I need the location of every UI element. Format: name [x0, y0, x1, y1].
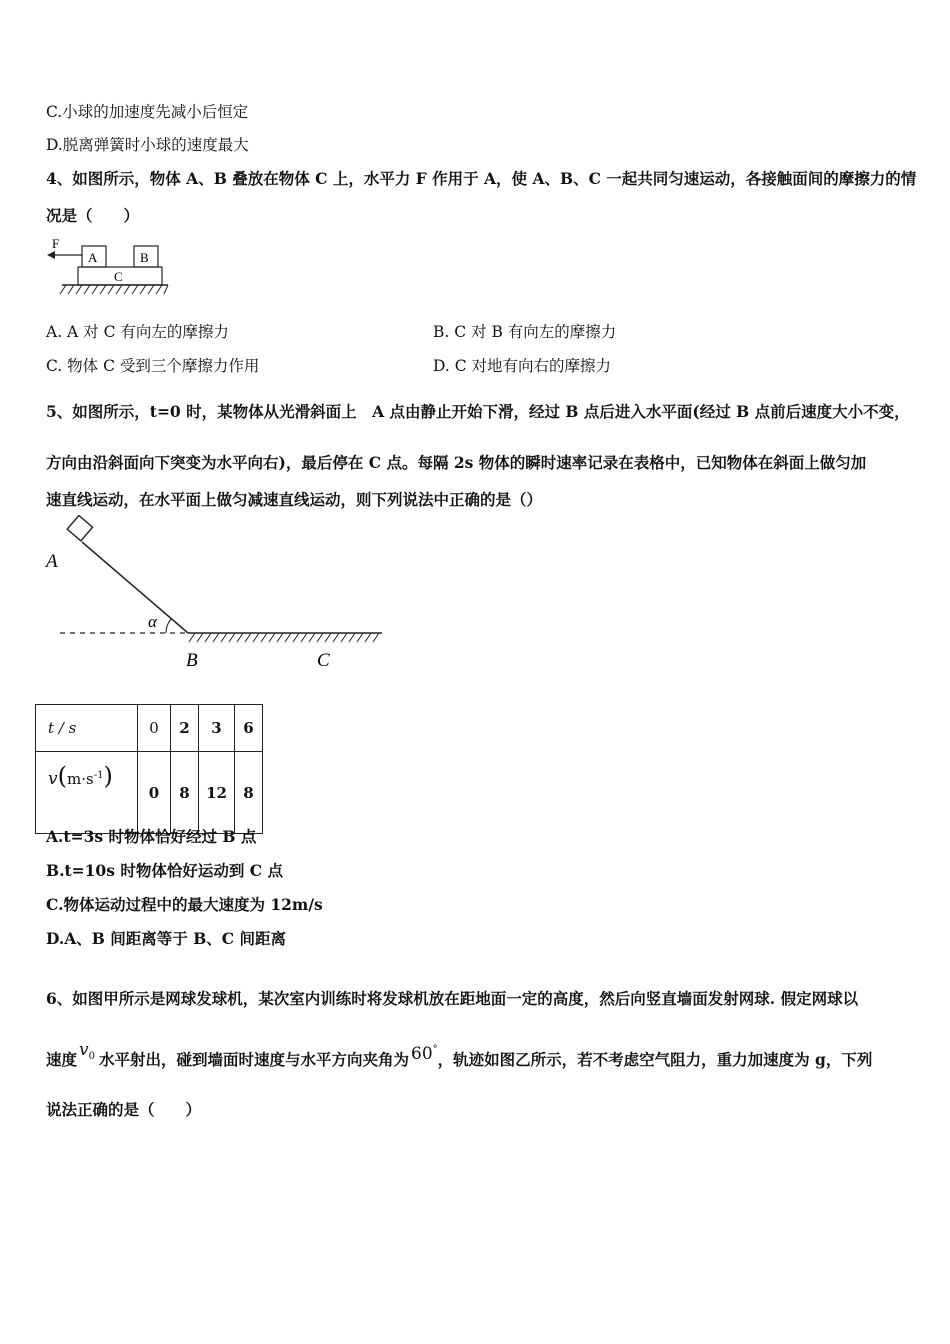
table-row-velocity: [36, 752, 263, 834]
table-cell: 3: [199, 705, 235, 752]
table-cell: 0: [138, 705, 171, 752]
q5-incline-figure: [40, 515, 400, 675]
v0-symbol: v: [79, 1040, 89, 1060]
q3-option-d: D.脱离弹簧时小球的速度最大: [46, 136, 249, 154]
q4-option-d: D. C 对地有向右的摩擦力: [433, 357, 612, 375]
label-point-b: B: [186, 650, 198, 671]
q4-stem-line1: 4、如图所示，物体 A、B 叠放在物体 C 上，水平力 F 作用于 A，使 A、B、C 一起共同匀速运动，各接触面间的摩擦力的情: [46, 169, 917, 188]
table-header-velocity: $v(m\cdot s^{-1})$: [36, 752, 138, 834]
q4-stem-line2: 况是（ ）: [46, 206, 140, 225]
label-point-c: C: [317, 650, 330, 671]
q4-option-b: B. C 对 B 有向左的摩擦力: [433, 323, 617, 341]
velocity-unit-exponent: -1: [93, 770, 104, 781]
table-cell: 8: [171, 752, 199, 834]
q4-option-c: C. 物体 C 受到三个摩擦力作用: [46, 357, 260, 375]
label-b: B: [140, 250, 149, 265]
table-row-time: [36, 705, 263, 752]
ground-hatching-q5: [189, 633, 379, 642]
table-cell: 0: [138, 752, 171, 834]
ground-hatching: [60, 285, 168, 294]
angle-degree: °: [432, 1044, 438, 1055]
table-header-time: [36, 705, 138, 752]
table-cell: 6: [235, 705, 263, 752]
q6-stem-line2: [46, 1040, 873, 1073]
velocity-table: [35, 704, 263, 834]
v0-subscript: 0: [88, 1051, 95, 1062]
q6-stem-part-a: 速度: [46, 1050, 78, 1069]
label-alpha: α: [148, 612, 157, 631]
q5-option-a: A.t=3s 时物体恰好经过 B 点: [46, 827, 257, 846]
force-arrowhead: [47, 251, 55, 259]
label-point-a: A: [46, 551, 58, 572]
q5-stem-line1: 5、如图所示，t=0 时，某物体从光滑斜面上 A 点由静止开始下滑，经过 B 点后进入水平面(经过 B 点前后速度大小不变，: [46, 402, 910, 421]
velocity-unit: m·s: [66, 770, 94, 788]
q5-option-c: C.物体运动过程中的最大速度为 12m/s: [46, 895, 323, 914]
q4-option-a: A. A 对 C 有向左的摩擦力: [46, 323, 229, 341]
incline-line: [82, 542, 188, 633]
q5-option-d: D.A、B 间距离等于 B、C 间距离: [46, 929, 287, 948]
q4-figure: [44, 236, 174, 300]
angle-arc: [166, 619, 171, 633]
table-cell: 8: [235, 752, 263, 834]
q5-stem-line3: 速直线运动，在水平面上做匀减速直线运动，则下列说法中正确的是（）: [46, 490, 543, 509]
sliding-block: [67, 515, 92, 540]
velocity-symbol: v: [48, 769, 58, 789]
label-a: A: [88, 250, 98, 265]
q6-stem-line1: 6、如图甲所示是网球发球机，某次室内训练时将发球机放在距地面一定的高度，然后向竖直墙面发射网球. 假定网球以: [46, 989, 859, 1008]
q6-stem-line3: 说法正确的是（ ）: [46, 1100, 202, 1119]
time-header: t / s: [48, 719, 77, 737]
q3-option-c: C.小球的加速度先减小后恒定: [46, 103, 249, 121]
angle-value: 60: [411, 1044, 433, 1064]
label-c: C: [114, 269, 123, 284]
table-cell: 2: [171, 705, 199, 752]
table-cell: 12: [199, 752, 235, 834]
q5-option-b: B.t=10s 时物体恰好运动到 C 点: [46, 861, 283, 880]
label-f: F: [52, 236, 60, 251]
q5-stem-line2: 方向由沿斜面向下突变为水平向右)，最后停在 C 点。每隔 2s 物体的瞬时速率记录在表格中，已知物体在斜面上做匀加: [46, 453, 867, 472]
q6-stem-part-c: ，轨迹如图乙所示，若不考虑空气阻力，重力加速度为 g，下列: [437, 1050, 873, 1069]
q6-stem-part-b: 水平射出，碰到墙面时速度与水平方向夹角为: [99, 1050, 410, 1069]
